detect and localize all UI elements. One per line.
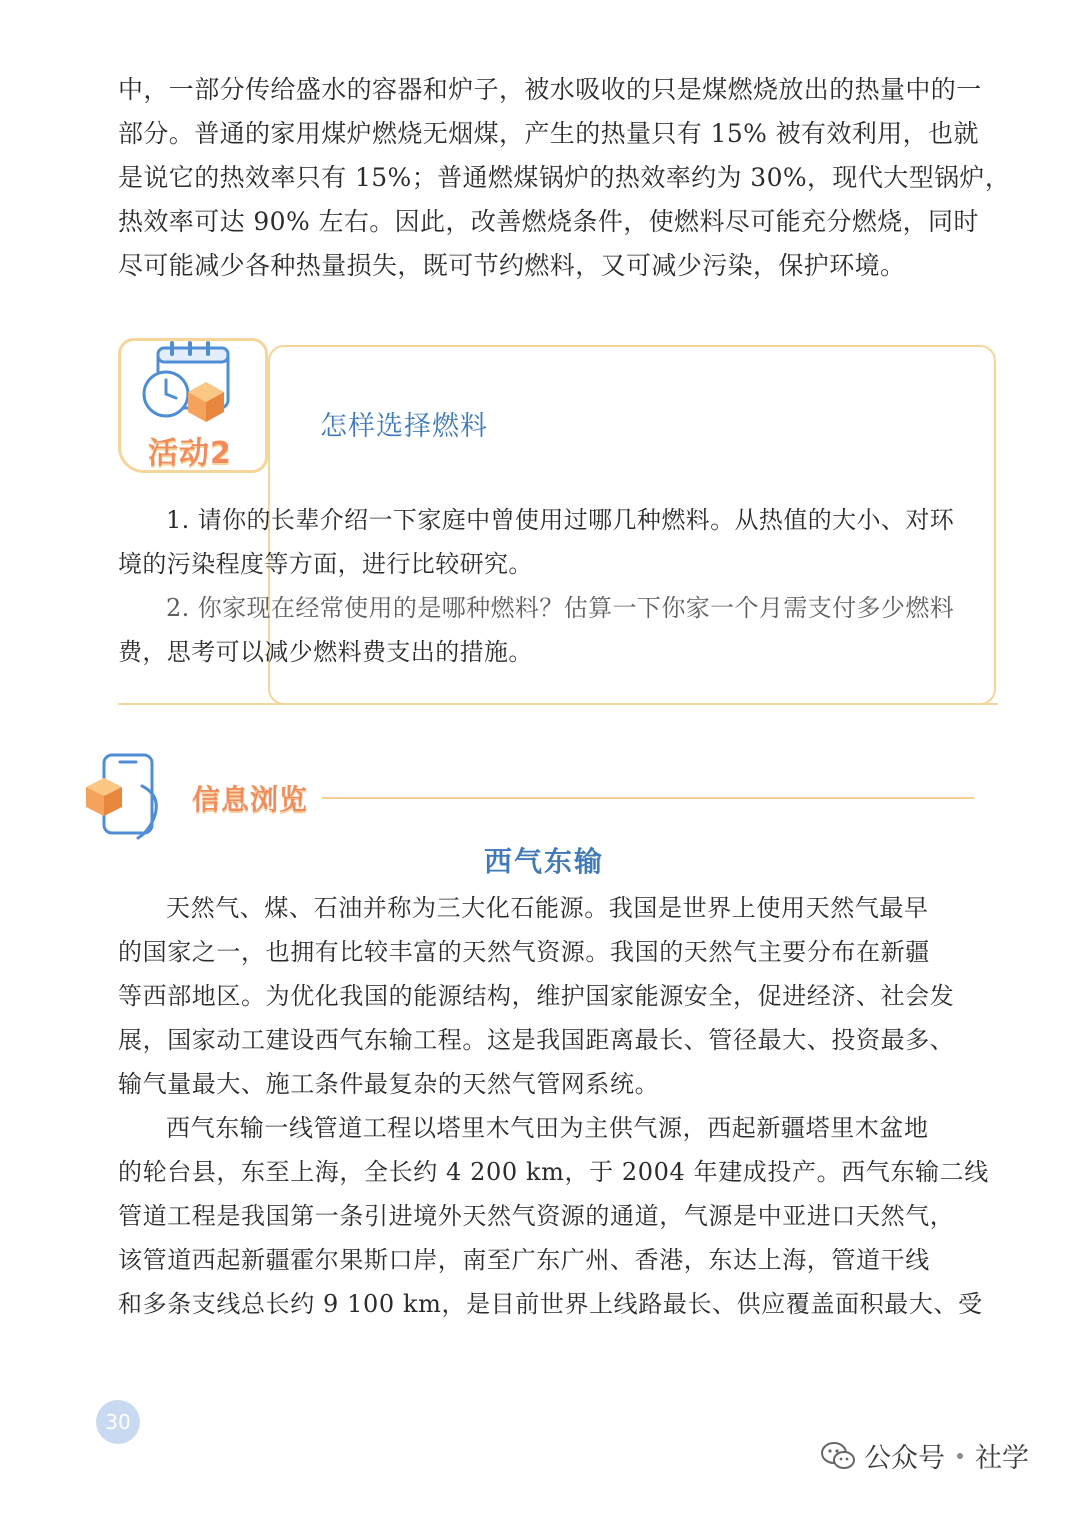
article-line: 输气量最大、施工条件最复杂的天然气管网系统。 (118, 1070, 660, 1098)
activity-divider (118, 703, 998, 705)
phone-box-icon (82, 752, 182, 842)
article-line: 的国家之一，也拥有比较丰富的天然气资源。我国的天然气主要分布在新疆 (118, 938, 930, 966)
info-label: 信息浏览 (192, 783, 309, 816)
page-number: 30 (96, 1400, 140, 1444)
activity-label: 活动2 (148, 436, 232, 471)
activity-line: 2. 你家现在经常使用的是哪种燃料？估算一下你家一个月需支付多少燃料 (166, 594, 955, 622)
watermark-separator (957, 1453, 963, 1459)
article-line: 天然气、煤、石油并称为三大化石能源。我国是世界上使用天然气最早 (166, 894, 929, 922)
activity-line: 1. 请你的长辈介绍一下家庭中曾使用过哪几种燃料。从热值的大小、对环 (166, 506, 955, 534)
article-line: 的轮台县，东至上海，全长约 4 200 km，于 2004 年建成投产。西气东输二线 (118, 1158, 989, 1186)
info-divider (322, 797, 974, 799)
watermark (820, 1436, 1029, 1475)
intro-line: 中，一部分传给盛水的容器和炉子，被水吸收的只是煤燃烧放出的热量中的一 (118, 75, 982, 104)
watermark-name: 社学 (975, 1443, 1029, 1474)
article-line: 展，国家动工建设西气东输工程。这是我国距离最长、管径最大、投资最多、 (118, 1026, 955, 1054)
intro-paragraph (118, 68, 1011, 288)
intro-line: 尽可能减少各种热量损失，既可节约燃料，又可减少污染，保护环境。 (118, 251, 906, 280)
activity-content (118, 498, 978, 674)
article-line: 和多条支线总长约 9 100 km，是目前世界上线路最长、供应覆盖面积最大、受 (118, 1290, 983, 1318)
intro-line: 部分。普通的家用煤炉燃烧无烟煤，产生的热量只有 15% 被有效利用，也就 (118, 119, 979, 148)
wechat-icon (820, 1441, 856, 1471)
watermark-account: 公众号 (864, 1443, 945, 1474)
article-line: 管道工程是我国第一条引进境外天然气资源的通道，气源是中亚进口天然气， (118, 1202, 955, 1230)
calendar-clock-icon (138, 340, 238, 428)
article-line: 该管道西起新疆霍尔果斯口岸，南至广东广州、香港，东达上海，管道干线 (118, 1246, 930, 1274)
article-line: 西气东输一线管道工程以塔里木气田为主供气源，西起新疆塔里木盆地 (166, 1114, 929, 1142)
activity-line: 境的污染程度等方面，进行比较研究。 (118, 550, 533, 578)
activity-title: 怎样选择燃料 (320, 411, 488, 442)
article-line: 等西部地区。为优化我国的能源结构，维护国家能源安全，促进经济、社会发 (118, 982, 955, 1010)
article-body (118, 886, 989, 1326)
intro-line: 是说它的热效率只有 15%；普通燃煤锅炉的热效率约为 30%，现代大型锅炉， (118, 163, 1011, 192)
article-title: 西气东输 (483, 845, 604, 878)
activity-line: 费，思考可以减少燃料费支出的措施。 (118, 638, 533, 666)
intro-line: 热效率可达 90% 左右。因此，改善燃烧条件，使燃料尽可能充分燃烧，同时 (118, 207, 979, 236)
